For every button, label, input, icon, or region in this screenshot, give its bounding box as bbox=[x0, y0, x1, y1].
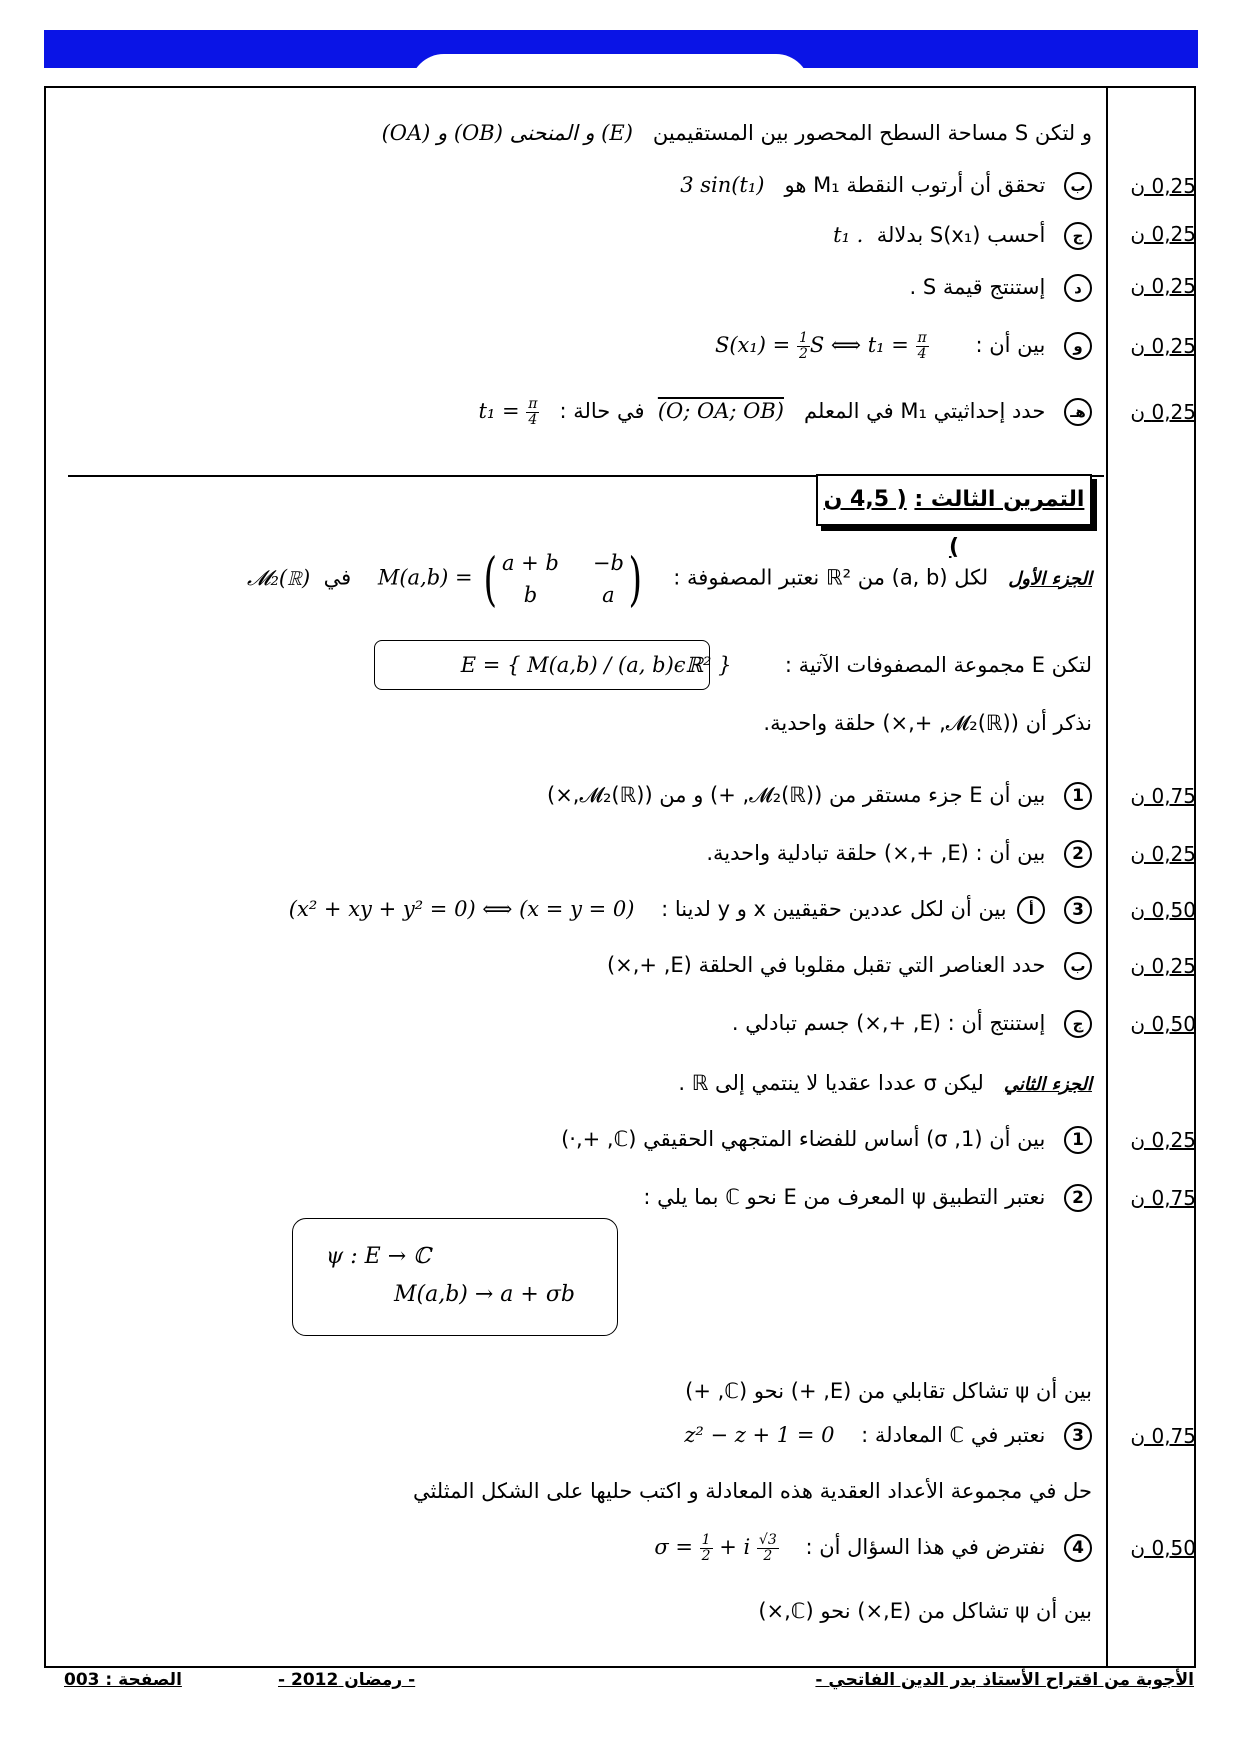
footer-page-number: الصفحة : 003 bbox=[64, 1670, 182, 1690]
marker-h: هـ bbox=[1064, 398, 1092, 426]
score-10: 0,50 ن bbox=[1130, 1012, 1196, 1036]
footer-author: الأجوبة من اقتراح الأستاذ بدر الدين الفاتحي - bbox=[815, 1670, 1194, 1690]
set-line: لتكن E مجموعة المصفوفات الآتية : E = { M(a,b) / (a, b)ϵℝ² } bbox=[460, 653, 1092, 677]
score-9: 0,25 ن bbox=[1130, 954, 1196, 978]
part2-q1: 1 بين أن (1, σ) أساس للفضاء المتجهي الحقيقي (ℂ, +,·) bbox=[561, 1124, 1092, 1154]
marker-j: ج bbox=[1064, 222, 1092, 250]
banner-tab bbox=[410, 54, 810, 88]
item-line-1: و لتكن S مساحة السطح المحصور بين المستقيمين (OA) و (OB) و المنحنى (E) bbox=[381, 121, 1092, 145]
score-3: 0,25 ن bbox=[1130, 274, 1196, 298]
score-11: 0,25 ن bbox=[1130, 1128, 1196, 1152]
psi-line-2: M(a,b) → a + σb bbox=[394, 1282, 575, 1307]
exercise-heading: التمرين الثالث : ( 4,5 ن ) bbox=[816, 474, 1092, 526]
item-line-4: د إستنتج قيمة S . bbox=[909, 272, 1092, 302]
psi-line-1: ψ : E → ℂ bbox=[326, 1244, 431, 1269]
part2-q2: 2 نعتبر التطبيق ψ المعرف من E نحو ℂ بما يلي : bbox=[643, 1182, 1092, 1212]
score-2: 0,25 ن bbox=[1130, 222, 1196, 246]
part2-intro: الجزء الثاني ليكن σ عددا عقديا لا ينتمي إلى ℝ . bbox=[678, 1071, 1092, 1095]
item-line-3: ج أحسب S(x₁) بدلالة t₁ . bbox=[833, 220, 1092, 250]
marker-d: د bbox=[1064, 274, 1092, 302]
score-14: 0,50 ن bbox=[1130, 1536, 1196, 1560]
item-line-6: هـ حدد إحداثيتي M₁ في المعلم (O; OA; OB) في حالة : t₁ = $\frac{\pi}{4}$ bbox=[478, 396, 1092, 428]
score-1: 0,25 ن bbox=[1130, 174, 1196, 198]
part2-q4-follow: بين أن ψ تشاكل من (E,×) نحو (ℂ,×) bbox=[758, 1599, 1092, 1623]
score-8: 0,50 ن bbox=[1130, 898, 1196, 922]
score-12: 0,75 ن bbox=[1130, 1186, 1196, 1210]
score-13: 0,75 ن bbox=[1130, 1424, 1196, 1448]
marker-b: ب bbox=[1064, 172, 1092, 200]
part1-q1: 1 بين أن E جزء مستقر من (𝓜₂(ℝ), +) و من (𝓜₂(ℝ),×) bbox=[547, 780, 1092, 810]
part2-q4: 4 نفترض في هذا السؤال أن : σ = $\frac{1}{2}$ + i $\frac{√3}{2}$ bbox=[654, 1532, 1092, 1564]
score-7: 0,25 ن bbox=[1130, 842, 1196, 866]
part1-q3c: ج إستنتج أن : (E, +,×) جسم تبادلي . bbox=[732, 1008, 1092, 1038]
score-6: 0,75 ن bbox=[1130, 784, 1196, 808]
item-line-5: و بين أن : S(x₁) = $\frac{1}{2}$ S ⟺ t₁ = $\frac{\pi}{4}$ bbox=[715, 330, 1092, 362]
matrix-definition: M(a,b) = ( a + b −b b a ) bbox=[377, 545, 643, 613]
part2-q2-follow: بين أن ψ تشاكل تقابلي من (E, +) نحو (ℂ, +) bbox=[685, 1379, 1092, 1403]
psi-map-box bbox=[292, 1218, 618, 1336]
marker-w: و bbox=[1064, 332, 1092, 360]
score-column-divider bbox=[1106, 86, 1108, 1668]
part2-q3-follow: حل في مجموعة الأعداد العقدية هذه المعادلة و اكتب حليها على الشكل المثلثي bbox=[412, 1479, 1092, 1503]
part1-q3a: 3 أ بين أن لكل عددين حقيقيين x و y لدينا : (x² + xy + y² = 0) ⟺ (x = y = 0) bbox=[289, 894, 1092, 924]
part1-intro: الجزء الأول لكل (a, b) من ℝ² نعتبر المصفوفة : M(a,b) = ( a + b −b b a ) في 𝓜₂(ℝ) bbox=[246, 545, 1092, 613]
score-5: 0,25 ن bbox=[1130, 400, 1196, 424]
score-4: 0,25 ن bbox=[1130, 334, 1196, 358]
part2-q3: 3 نعتبر في ℂ المعادلة : z² − z + 1 = 0 bbox=[684, 1420, 1092, 1450]
part1-q2: 2 بين أن : (E, +,×) حلقة تبادلية واحدية. bbox=[706, 838, 1092, 868]
part1-q3b: ب حدد العناصر التي تقبل مقلوبا في الحلقة (E, +,×) bbox=[607, 950, 1092, 980]
footer-date: - رمضان 2012 - bbox=[278, 1670, 416, 1690]
item-line-2: ب تحقق أن أرتوب النقطة M₁ هو 3 sin(t₁) bbox=[680, 170, 1092, 200]
reminder-line: نذكر أن (𝓜₂(ℝ), +,×) حلقة واحدية. bbox=[763, 711, 1092, 735]
